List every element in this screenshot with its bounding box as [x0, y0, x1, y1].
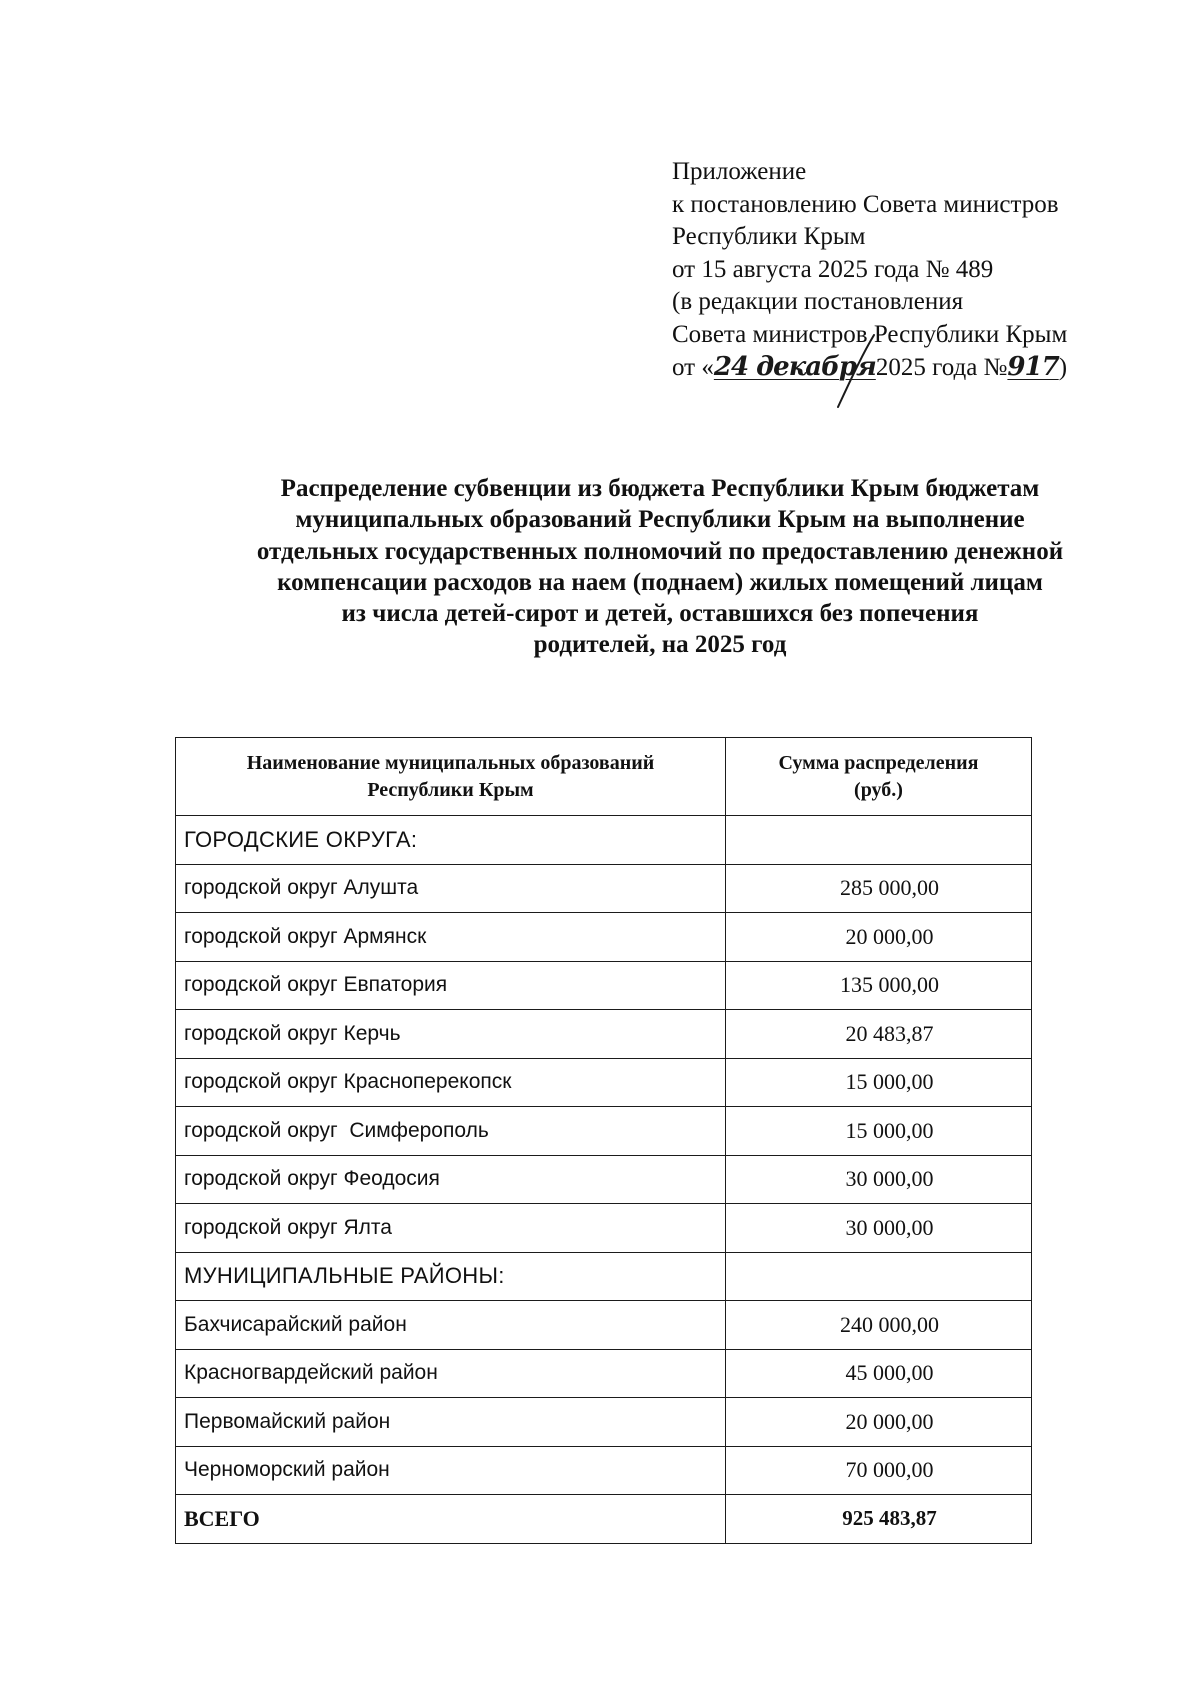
row-name: Красногвардейский район [176, 1349, 726, 1398]
handwritten-number: 917 [1007, 352, 1059, 382]
row-amount: 30 000,00 [726, 1155, 1032, 1204]
row-name: городской округ Армянск [176, 913, 726, 962]
row-name: Первомайский район [176, 1398, 726, 1447]
header-municipality [176, 738, 726, 816]
row-amount: 20 000,00 [726, 1398, 1032, 1447]
row-name: городской округ Симферополь [176, 1107, 726, 1156]
table-row [176, 1446, 1032, 1495]
title-line: родителей, на 2025 год [533, 631, 787, 659]
row-name: городской округ Керчь [176, 1010, 726, 1059]
row-amount: 240 000,00 [726, 1301, 1032, 1350]
row-name: городской округ Ялта [176, 1204, 726, 1253]
table-body [176, 816, 1032, 1544]
row-amount: 285 000,00 [726, 864, 1032, 913]
appendix-date-middle: 2025 года № [875, 354, 1008, 381]
appendix-block [672, 156, 1142, 384]
table-row [176, 1398, 1032, 1447]
appendix-line: от 15 августа 2025 года № 489 [672, 255, 994, 283]
total-label: ВСЕГО [176, 1495, 726, 1544]
table-row [176, 1301, 1032, 1350]
table-row [176, 913, 1032, 962]
row-amount: 45 000,00 [726, 1349, 1032, 1398]
row-name: городской округ Красноперекопск [176, 1058, 726, 1107]
table-row [176, 816, 1032, 865]
row-amount [726, 816, 1032, 865]
header-municipality-line2: Республики Крым [367, 778, 534, 801]
table-row [176, 1107, 1032, 1156]
appendix-date-prefix: от « [672, 354, 714, 381]
title-line: отдельных государственных полномочий по предоставлению денежной [256, 537, 1064, 565]
table-row [176, 1058, 1032, 1107]
row-amount: 15 000,00 [726, 1107, 1032, 1156]
appendix-line: к постановлению Совета министров [672, 190, 1059, 218]
row-amount [726, 1252, 1032, 1301]
title-line: из числа детей-сирот и детей, оставшихся без попечения [341, 600, 979, 628]
table-row [176, 1252, 1032, 1301]
header-amount-line1: Сумма распределения [778, 751, 979, 774]
row-name: ГОРОДСКИЕ ОКРУГА: [176, 816, 726, 865]
handwritten-date: 24 декабря [713, 352, 876, 382]
title-line: Распределение субвенции из бюджета Республики Крым бюджетам [280, 475, 1040, 502]
row-amount: 135 000,00 [726, 961, 1032, 1010]
total-row [176, 1495, 1032, 1544]
table-header-row [176, 738, 1032, 816]
header-amount [726, 738, 1032, 816]
table-row [176, 1349, 1032, 1398]
appendix-date-line [672, 351, 1142, 384]
total-amount: 925 483,87 [726, 1495, 1032, 1544]
row-name: городской округ Феодосия [176, 1155, 726, 1204]
row-amount: 30 000,00 [726, 1204, 1032, 1253]
row-amount: 20 000,00 [726, 913, 1032, 962]
row-amount: 20 483,87 [726, 1010, 1032, 1059]
table-row [176, 961, 1032, 1010]
row-name: городской округ Алушта [176, 864, 726, 913]
distribution-table [175, 737, 1032, 1544]
table-row [176, 1204, 1032, 1253]
header-amount-line2: (руб.) [854, 778, 903, 801]
appendix-line: (в редакции постановления [672, 288, 964, 315]
row-name: Черноморский район [176, 1446, 726, 1495]
appendix-line: Республики Крым [672, 223, 866, 250]
table-row [176, 864, 1032, 913]
title-line: компенсации расходов на наем (поднаем) жилых помещений лицам [277, 568, 1043, 596]
appendix-line: Совета министров Республики Крым [672, 320, 1068, 348]
appendix-line: Приложение [672, 158, 807, 185]
row-name: городской округ Евпатория [176, 961, 726, 1010]
header-municipality-line1: Наименование муниципальных образований [246, 751, 655, 774]
table-row [176, 1010, 1032, 1059]
row-amount: 15 000,00 [726, 1058, 1032, 1107]
row-name: Бахчисарайский район [176, 1301, 726, 1350]
title-line: муниципальных образований Республики Крым на выполнение [295, 506, 1025, 534]
document-title [160, 473, 1160, 661]
table-header [176, 738, 1032, 816]
row-amount: 70 000,00 [726, 1446, 1032, 1495]
table-row [176, 1155, 1032, 1204]
row-name: МУНИЦИПАЛЬНЫЕ РАЙОНЫ: [176, 1252, 726, 1301]
closing-paren: ) [1058, 354, 1068, 381]
